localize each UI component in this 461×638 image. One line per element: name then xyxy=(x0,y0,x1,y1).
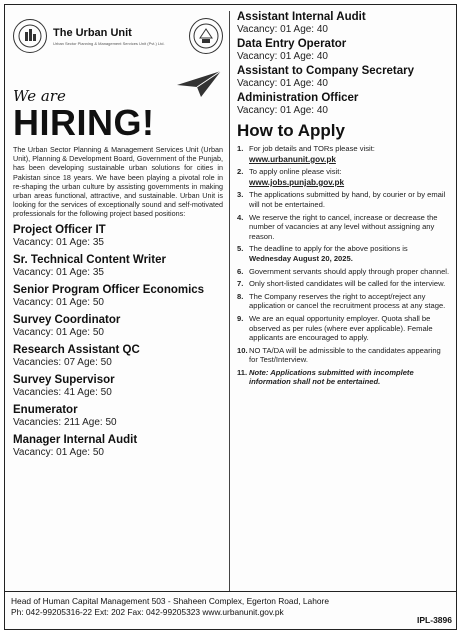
position-title: Survey Supervisor xyxy=(13,373,115,386)
step-text xyxy=(249,267,451,277)
apply-step xyxy=(237,244,451,263)
step-number: 6. xyxy=(237,266,244,276)
position-vacancy-age: Vacancy: 01 Age: 40 xyxy=(237,105,328,116)
footer-address: Head of Human Capital Management 503 - Shaheen Complex, Egerton Road, Lahore xyxy=(11,596,329,606)
step-text xyxy=(249,314,451,343)
apply-step xyxy=(237,346,451,365)
step-text xyxy=(249,144,451,164)
step-number: 11. xyxy=(237,367,248,377)
apply-step xyxy=(237,279,451,289)
footer xyxy=(5,591,457,629)
position-title: Project Officer IT xyxy=(13,223,106,236)
brand-name: The Urban Unit xyxy=(53,26,132,39)
step-number: 8. xyxy=(237,291,244,301)
punjab-government-seal-icon xyxy=(189,18,223,54)
step-body: The applications submitted by hand, by courier or by email will not be entertained. xyxy=(249,190,446,209)
step-text xyxy=(249,346,451,365)
column-divider xyxy=(229,11,230,591)
step-body: To apply online please visit: xyxy=(249,167,342,177)
position-vacancy-age: Vacancies: 41 Age: 50 xyxy=(13,386,112,398)
step-body: For job details and TORs please visit: xyxy=(249,144,375,153)
left-positions-list xyxy=(13,224,223,459)
step-number: 4. xyxy=(237,212,244,222)
step-body: NO TA/DA will be admissible to the candidates appearing for Test/Interview. xyxy=(249,345,441,365)
position-title: Sr. Technical Content Writer xyxy=(13,253,166,266)
left-column xyxy=(13,11,223,459)
apply-step xyxy=(237,190,451,209)
step-text xyxy=(249,244,451,263)
step-number: 7. xyxy=(237,279,244,289)
how-to-apply-steps xyxy=(237,144,451,387)
step-text xyxy=(249,368,451,387)
position-title: Assistant to Company Secretary xyxy=(237,65,415,77)
apply-step xyxy=(237,144,451,164)
step-text xyxy=(249,213,451,242)
position-title: Administration Officer xyxy=(237,92,359,104)
apply-step xyxy=(237,314,451,343)
urban-unit-logo-icon xyxy=(13,19,47,53)
footer-contact: Ph: 042-99205316-22 Ext: 202 Fax: 042-99205323 www.urbanunit.gov.pk xyxy=(11,607,284,617)
position-title: Survey Coordinator xyxy=(13,313,121,326)
paper-plane-icon xyxy=(175,69,223,99)
step-text xyxy=(249,292,451,311)
right-column xyxy=(237,11,451,390)
position-vacancy-age: Vacancy: 01 Age: 40 xyxy=(237,78,328,89)
apply-step xyxy=(237,368,451,387)
step-number: 5. xyxy=(237,244,244,254)
position-title: Enumerator xyxy=(13,403,78,416)
step-number: 1. xyxy=(237,144,244,153)
position-vacancy-age: Vacancy: 01 Age: 50 xyxy=(13,446,104,458)
step-number: 10. xyxy=(237,345,248,355)
position-vacancy-age: Vacancy: 01 Age: 35 xyxy=(13,236,104,248)
position-title: Assistant Internal Audit xyxy=(237,11,366,23)
apply-step xyxy=(237,267,451,277)
step-body: Only short-listed candidates will be called for the interview. xyxy=(249,279,446,289)
position-title: Data Entry Operator xyxy=(237,38,347,50)
position-vacancy-age: Vacancy: 01 Age: 50 xyxy=(13,296,104,308)
position-vacancy-age: Vacancy: 01 Age: 40 xyxy=(237,51,328,62)
position-title: Manager Internal Audit xyxy=(13,433,138,446)
apply-step xyxy=(237,213,451,242)
position-vacancy-age: Vacancy: 01 Age: 35 xyxy=(13,266,104,278)
step-number: 3. xyxy=(237,190,244,200)
step-number: 9. xyxy=(237,313,244,323)
apply-step xyxy=(237,167,451,187)
brand-text xyxy=(53,27,165,46)
step-text xyxy=(249,279,451,289)
ipl-code: IPL-3896 xyxy=(417,615,452,625)
step-body: We reserve the right to cancel, increase or decrease the number of vacancies at any level without assigning any reason. xyxy=(249,212,438,241)
how-to-apply-heading: How to Apply xyxy=(237,121,345,140)
step-number: 2. xyxy=(237,167,244,177)
position-vacancy-age: Vacancy: 01 Age: 50 xyxy=(13,326,104,338)
intro-paragraph: The Urban Sector Planning & Management Services Unit (Urban Unit), Planning & Development Board, Government of the Punjab, has been developing sustainable urban solutions for cities in Pakistan since 18 years. We have been playing a pivotal role in re-shaping the urban culture by assisting governments in making urban areas functional, attractive, and sustainable. Urban Unit is looking for the services of exceptionally sound and self-motivated professionals for the following project based positions: xyxy=(13,145,223,219)
right-positions-list xyxy=(237,11,451,117)
step-link[interactable]: www.jobs.punjab.gov.pk xyxy=(249,177,345,187)
step-body: We are an equal opportunity employer. Quota shall be observed as per rules (where ever applicable). Female applicants are encouraged to apply. xyxy=(249,313,433,343)
step-body: The deadline to apply for the above positions is xyxy=(249,244,408,254)
brand-subtitle: Urban Sector Planning & Management Services Unit (Pvt.) Ltd. xyxy=(53,40,165,46)
hiring-headline: HIRING! xyxy=(13,102,155,143)
we-are-text: We are xyxy=(13,87,66,105)
position-title: Senior Program Officer Economics xyxy=(13,283,205,296)
step-body: Government servants should apply through proper channel. xyxy=(249,266,450,276)
apply-step xyxy=(237,292,451,311)
brand-header xyxy=(13,11,223,61)
incomplete-note: Note: Applications submitted with incomplete information shall not be entertained. xyxy=(249,367,414,387)
position-vacancy-age: Vacancies: 211 Age: 50 xyxy=(13,416,117,428)
step-text xyxy=(249,167,451,187)
position-title: Research Assistant QC xyxy=(13,343,140,356)
step-text xyxy=(249,190,451,209)
position-vacancy-age: Vacancy: 01 Age: 40 xyxy=(237,24,328,35)
position-vacancy-age: Vacancies: 07 Age: 50 xyxy=(13,356,112,368)
step-body: The Company reserves the right to accept/reject any application or cancel the recruitment process at any stage. xyxy=(249,291,446,311)
job-advertisement xyxy=(4,4,457,630)
step-link[interactable]: www.urbanunit.gov.pk xyxy=(249,154,336,164)
deadline-date: Wednesday August 20, 2025. xyxy=(249,253,353,263)
